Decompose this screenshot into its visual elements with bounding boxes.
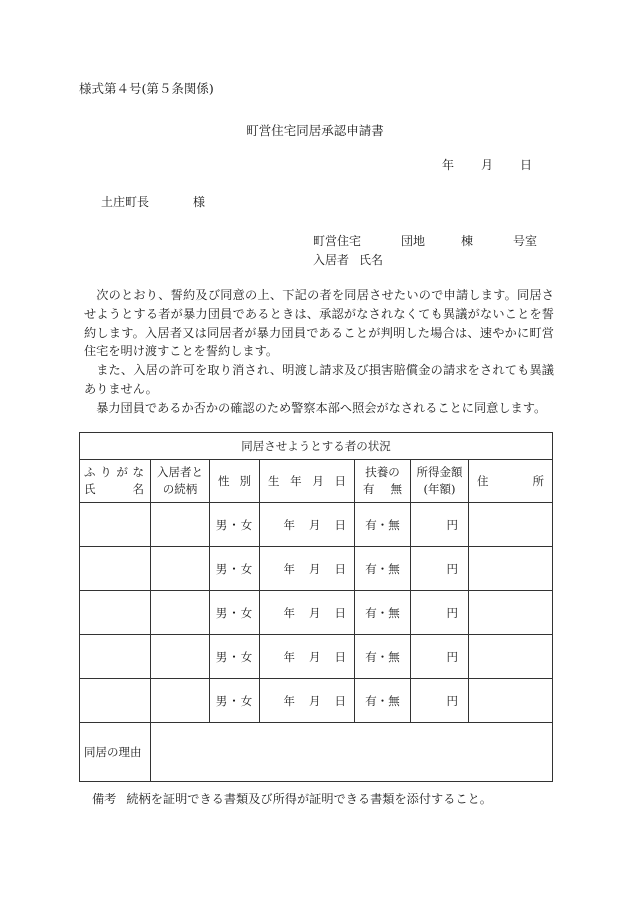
dependent-cell[interactable]: 有・無 bbox=[355, 591, 411, 635]
complex-label: 団地 bbox=[401, 234, 426, 248]
remark-label: 備考 bbox=[92, 792, 117, 806]
relation-cell[interactable] bbox=[151, 547, 210, 591]
dependent-cell[interactable]: 有・無 bbox=[355, 503, 411, 547]
reason-field[interactable] bbox=[151, 723, 553, 782]
form-number: 様式第４号(第５条関係) bbox=[79, 81, 214, 96]
header-income: 所得金額 (年額) bbox=[411, 460, 469, 503]
cohabitant-table bbox=[79, 432, 553, 782]
declaration-paragraph: 暴力団員であるか否かの確認のため警察本部へ照会がなされることに同意します。 bbox=[96, 400, 547, 415]
relation-cell[interactable] bbox=[151, 635, 210, 679]
name-label: 氏名 bbox=[359, 253, 384, 267]
room-label: 号室 bbox=[513, 234, 538, 248]
sex-cell[interactable]: 男・女 bbox=[210, 503, 260, 547]
date-month-label: 月 bbox=[480, 158, 493, 172]
relation-cell[interactable] bbox=[151, 591, 210, 635]
relation-cell[interactable] bbox=[151, 679, 210, 723]
sex-cell[interactable]: 男・女 bbox=[210, 547, 260, 591]
name-cell[interactable] bbox=[80, 679, 151, 723]
sex-cell[interactable]: 男・女 bbox=[210, 591, 260, 635]
table-row bbox=[80, 635, 553, 679]
address-cell[interactable] bbox=[469, 503, 553, 547]
header-birthdate: 生 年 月 日 bbox=[260, 460, 355, 503]
remark-text: 続柄を証明できる書類及び所得が証明できる書類を添付すること。 bbox=[126, 792, 492, 806]
date-day-label: 日 bbox=[519, 158, 532, 172]
birthdate-cell[interactable]: 年 月 日 bbox=[260, 503, 355, 547]
birthdate-cell[interactable]: 年 月 日 bbox=[260, 591, 355, 635]
table-row bbox=[80, 679, 553, 723]
declaration-paragraph: また、入居の許可を取り消され、明渡し請求及び損害賠償金の請求をされても異議ありません。 bbox=[84, 363, 554, 396]
declaration-text bbox=[84, 286, 554, 418]
table-row bbox=[80, 591, 553, 635]
table-row bbox=[80, 547, 553, 591]
income-cell[interactable]: 円 bbox=[411, 591, 469, 635]
address-cell[interactable] bbox=[469, 591, 553, 635]
birthdate-cell[interactable]: 年 月 日 bbox=[260, 679, 355, 723]
reason-row bbox=[80, 723, 553, 782]
dependent-cell[interactable]: 有・無 bbox=[355, 679, 411, 723]
addressee bbox=[101, 193, 205, 210]
page-title: 町営住宅同居承認申請書 bbox=[246, 123, 384, 138]
header-dependent: 扶養の 有 無 bbox=[355, 460, 411, 503]
name-cell[interactable] bbox=[80, 635, 151, 679]
remark bbox=[92, 790, 492, 807]
date-year-label: 年 bbox=[442, 158, 455, 172]
housing-label: 町営住宅 bbox=[313, 234, 362, 248]
building-label: 棟 bbox=[461, 234, 474, 248]
table-caption: 同居させようとする者の状況 bbox=[80, 433, 553, 460]
address-cell[interactable] bbox=[469, 679, 553, 723]
addressee-name: 土庄町長 bbox=[101, 195, 150, 209]
applicant-name bbox=[313, 251, 383, 268]
sex-cell[interactable]: 男・女 bbox=[210, 679, 260, 723]
table-header-row bbox=[80, 460, 553, 503]
table-row bbox=[80, 503, 553, 547]
dependent-cell[interactable]: 有・無 bbox=[355, 635, 411, 679]
income-cell[interactable]: 円 bbox=[411, 635, 469, 679]
address-cell[interactable] bbox=[469, 635, 553, 679]
income-cell[interactable]: 円 bbox=[411, 547, 469, 591]
address-cell[interactable] bbox=[469, 547, 553, 591]
header-address: 住 所 bbox=[469, 460, 553, 503]
dependent-cell[interactable]: 有・無 bbox=[355, 547, 411, 591]
sex-cell[interactable]: 男・女 bbox=[210, 635, 260, 679]
date-line bbox=[442, 156, 532, 173]
birthdate-cell[interactable]: 年 月 日 bbox=[260, 635, 355, 679]
applicant-address bbox=[313, 232, 537, 249]
header-relation: 入居者と の続柄 bbox=[151, 460, 210, 503]
name-cell[interactable] bbox=[80, 591, 151, 635]
header-name-kanji: 氏 名 bbox=[84, 482, 144, 496]
relation-cell[interactable] bbox=[151, 503, 210, 547]
declaration-paragraph: 次のとおり、誓約及び同意の上、下記の者を同居させたいので申請します。同居させようとする者が暴力団員であるときは、承認がなされなくても異議がないことを誓約します。入居者又は同居者が暴力団員であることが判明した場合は、速やかに町営住宅を明け渡すことを誓約します。 bbox=[84, 288, 554, 359]
income-cell[interactable]: 円 bbox=[411, 679, 469, 723]
addressee-honorific: 様 bbox=[193, 195, 206, 209]
header-name bbox=[80, 460, 151, 503]
income-cell[interactable]: 円 bbox=[411, 503, 469, 547]
name-cell[interactable] bbox=[80, 547, 151, 591]
name-cell[interactable] bbox=[80, 503, 151, 547]
birthdate-cell[interactable]: 年 月 日 bbox=[260, 547, 355, 591]
header-sex: 性 別 bbox=[210, 460, 260, 503]
header-furigana: ふ り が な bbox=[84, 465, 144, 479]
resident-label: 入居者 bbox=[313, 253, 350, 267]
reason-label: 同居の理由 bbox=[80, 723, 151, 782]
